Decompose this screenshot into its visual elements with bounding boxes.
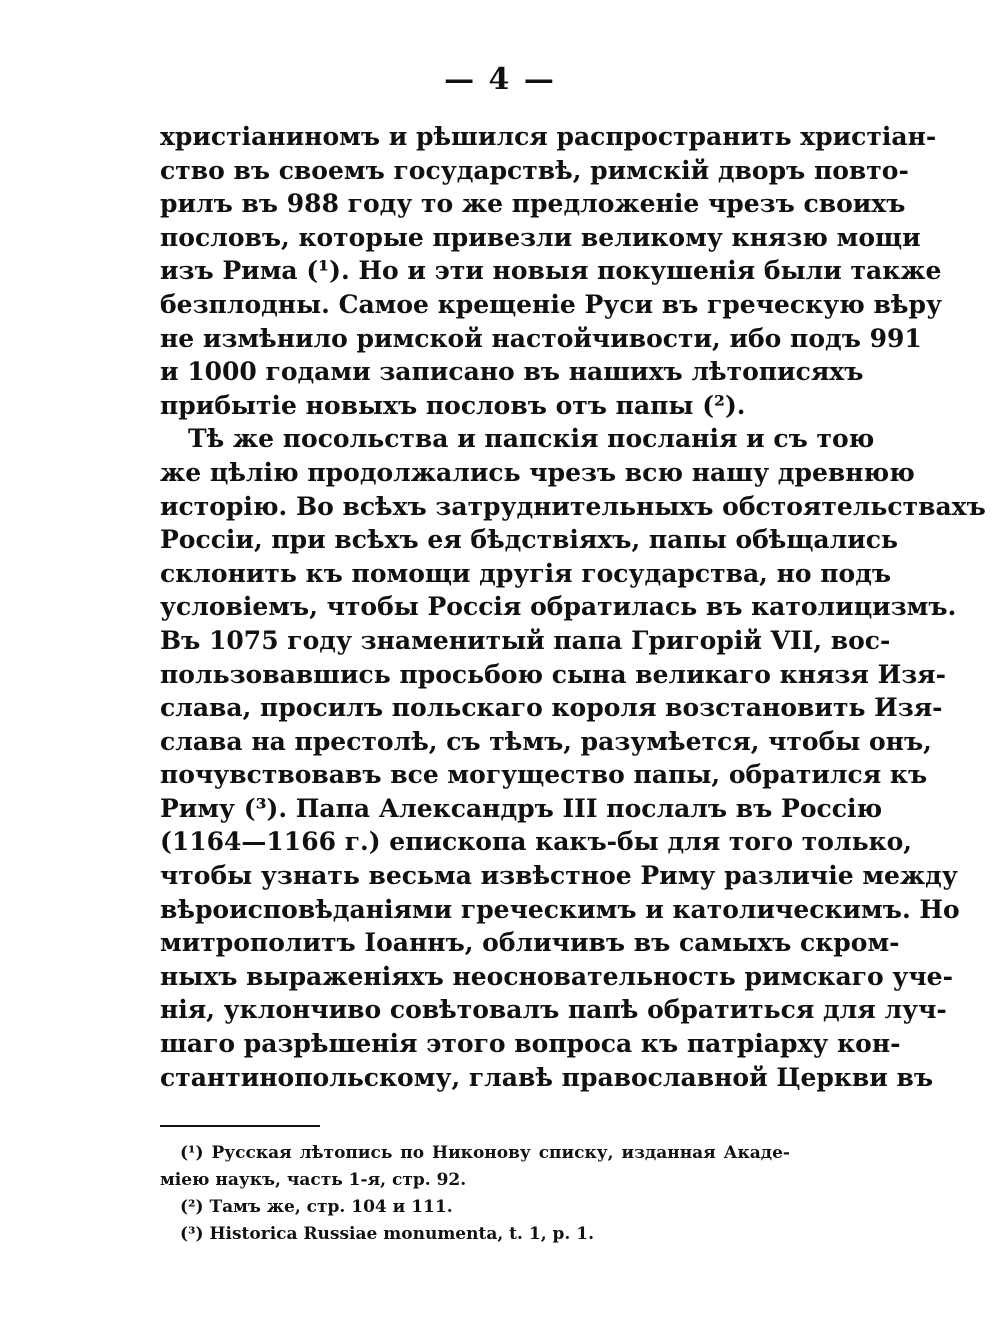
body-line: слава, просилъ польскаго короля возстановить Изя- [160, 693, 943, 723]
page-number: — 4 — [444, 62, 556, 97]
footnotes [160, 1140, 790, 1248]
footnote-3: (³) Historica Russiae monumenta, t. 1, p. 1. [180, 1224, 595, 1244]
body-line: ство въ своемъ государствѣ, римскій дворъ повто- [160, 155, 909, 185]
body-line: шаго разрѣшенія этого вопроса къ патріарху кон- [160, 1029, 901, 1059]
body-line: вѣроисповѣданіями греческимъ и католическимъ. Но [160, 894, 960, 924]
body-line: пользовавшись просьбою сына великаго князя Изя- [160, 659, 947, 689]
body-line: Риму (³). Папа Александръ III послалъ въ Россію [160, 793, 883, 823]
paragraph-start-line: Тѣ же посольства и папскія посланія и съ тою [188, 424, 875, 454]
body-line: не измѣнило римской настойчивости, ибо подъ 991 [160, 323, 922, 353]
body-line: пословъ, которые привезли великому князю мощи [160, 222, 921, 252]
footnote-1-line-2: міею наукъ, часть 1-я, стр. 92. [160, 1170, 467, 1190]
body-line: почувствовавъ все могущество папы, обратился къ [160, 760, 928, 790]
body-line: Въ 1075 году знаменитый папа Григорій VII, вос- [160, 625, 891, 655]
body-text [160, 120, 986, 1094]
footnote-divider [160, 1125, 320, 1127]
body-line: исторію. Во всѣхъ затруднительныхъ обстоятельствахъ [160, 491, 986, 521]
footnote-2: (²) Тамъ же, стр. 104 и 111. [180, 1197, 453, 1217]
body-line: ныхъ выраженіяхъ неосновательность римскаго уче- [160, 961, 953, 991]
body-line: стантинопольскому, главѣ православной Церкви въ [160, 1062, 934, 1092]
body-line: Россіи, при всѣхъ ея бѣдствіяхъ, папы обѣщались [160, 525, 898, 555]
footnote-1-line-1: (¹) Русская лѣтопись по Никонову списку, изданная Акаде- [180, 1143, 790, 1163]
body-line: условіемъ, чтобы Россія обратилась въ католицизмъ. [160, 592, 957, 622]
body-line: христіаниномъ и рѣшился распространить христіан- [160, 122, 937, 151]
body-line: рилъ въ 988 году то же предложеніе чрезъ своихъ [160, 189, 906, 219]
body-line: слава на престолѣ, съ тѣмъ, разумѣется, чтобы онъ, [160, 726, 932, 756]
body-line: нія, уклончиво совѣтовалъ папѣ обратиться для луч- [160, 995, 947, 1025]
body-line: митрополитъ Іоаннъ, обличивъ въ самыхъ скром- [160, 928, 900, 958]
body-line: и 1000 годами записано въ нашихъ лѣтописяхъ [160, 357, 864, 387]
body-line: чтобы узнать весьма извѣстное Риму различіе между [160, 861, 958, 891]
body-line: склонить къ помощи другія государства, но подъ [160, 558, 892, 588]
body-line: изъ Рима (¹). Но и эти новыя покушенія были также [160, 256, 942, 286]
body-line: же цѣлію продолжались чрезъ всю нашу древнюю [160, 457, 915, 487]
body-line: прибытіе новыхъ пословъ отъ папы (²). [160, 390, 746, 420]
body-line: безплодны. Самое крещеніе Руси въ греческую вѣру [160, 289, 942, 319]
body-line: (1164—1166 г.) епископа какъ-бы для того только, [160, 827, 912, 857]
